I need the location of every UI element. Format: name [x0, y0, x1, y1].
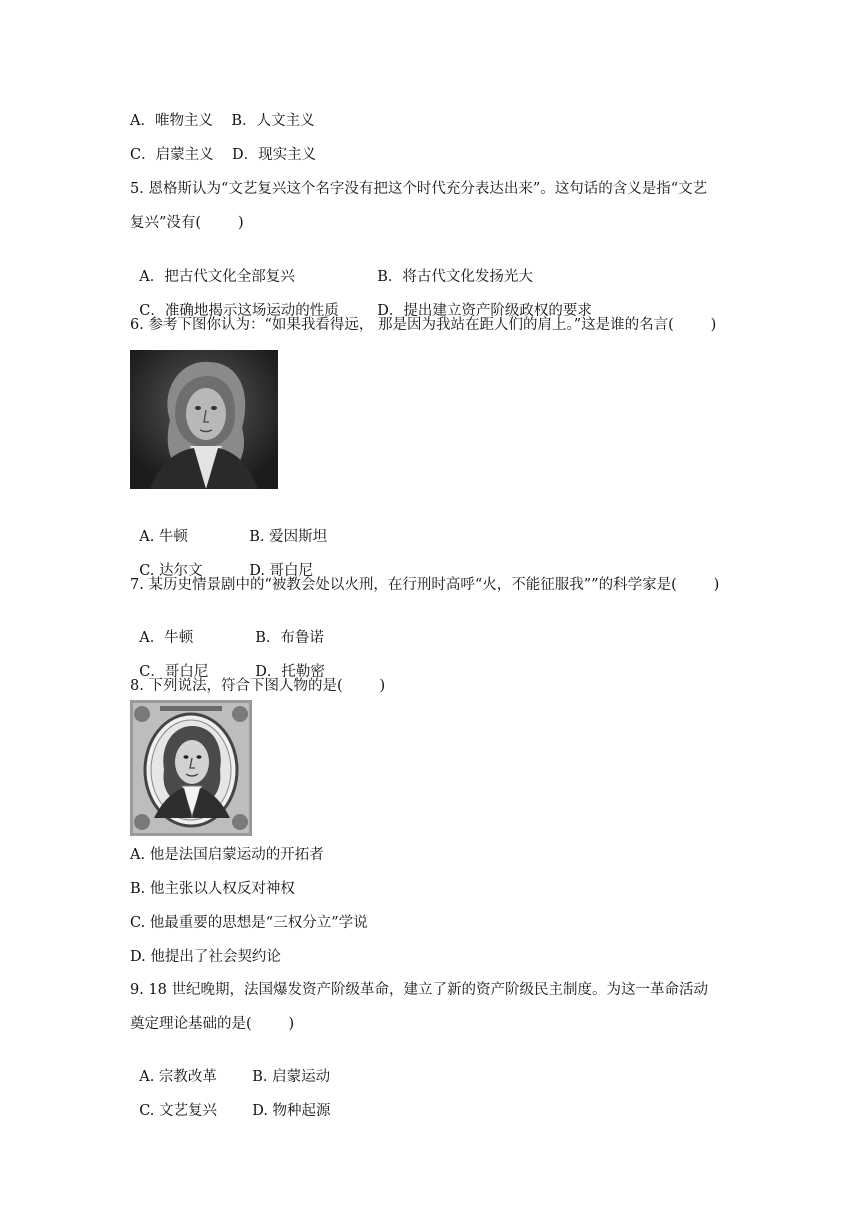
q9-option-a: A. 宗教改革 — [139, 1069, 217, 1085]
q5-option-a: A．把古代文化全部复兴 — [139, 269, 295, 285]
q6-option-d: D. 哥白尼 — [249, 563, 314, 579]
q5-option-c: C．准确地揭示这场运动的性质 — [139, 303, 339, 319]
q8-option-b: B. 他主张以人权反对神权 — [130, 881, 295, 897]
q7-option-b: B．布鲁诺 — [255, 630, 324, 646]
q9-stem-line1: 9. 18 世纪晚期，法国爆发资产阶级革命，建立了新的资产阶级民主制度。为这一革命活动 — [130, 982, 708, 998]
q6-stem: 6. 参考下图你认为：“如果我看得远， 那是因为我站在距人们的肩上。”这是谁的名言( ) — [130, 317, 717, 333]
q7-option-d: D．托勒密 — [255, 664, 325, 680]
q8-option-a: A. 他是法国启蒙运动的开拓者 — [130, 847, 324, 863]
q9-stem-line2: 奠定理论基础的是( ) — [130, 1016, 295, 1032]
q6-option-a: A. 牛顿 — [139, 529, 188, 545]
newton-portrait — [130, 350, 278, 489]
q6-option-c: C. 达尔文 — [139, 563, 203, 579]
q9-option-b: B. 启蒙运动 — [252, 1069, 331, 1085]
q5-option-d: D．提出建立资产阶级政权的要求 — [377, 303, 592, 319]
q9-option-c: C. 文艺复兴 — [139, 1103, 218, 1119]
voltaire-engraving — [130, 700, 252, 836]
q6-option-b: B. 爱因斯坦 — [249, 529, 328, 545]
q8-option-d: D. 他提出了社会契约论 — [130, 949, 281, 965]
q4-options-row2: C．启蒙主义 D．现实主义 — [130, 147, 317, 163]
q5-option-b: B．将古代文化发扬光大 — [377, 269, 533, 285]
q9-options-row2 — [130, 1081, 331, 1121]
q4-options-row1: A．唯物主义 B．人文主义 — [130, 113, 315, 129]
q8-option-c: C. 他最重要的思想是“三权分立”学说 — [130, 915, 368, 931]
q7-stem: 7. 某历史情景剧中的“被教会处以火刑，在行刑时高呼“火，不能征服我””的科学家是( ) — [130, 577, 720, 593]
q7-option-a: A．牛顿 — [139, 630, 194, 646]
q8-stem: 8. 下列说法，符合下图人物的是( ) — [130, 678, 386, 694]
q5-stem-line2: 复兴”没有( ) — [130, 215, 244, 231]
q7-option-c: C．哥白尼 — [139, 664, 209, 680]
q9-option-d: D. 物种起源 — [252, 1103, 331, 1119]
q5-stem-line1: 5. 恩格斯认为“文艺复兴这个名字没有把这个时代充分表达出来”。这句话的含义是指“文艺 — [130, 181, 708, 197]
